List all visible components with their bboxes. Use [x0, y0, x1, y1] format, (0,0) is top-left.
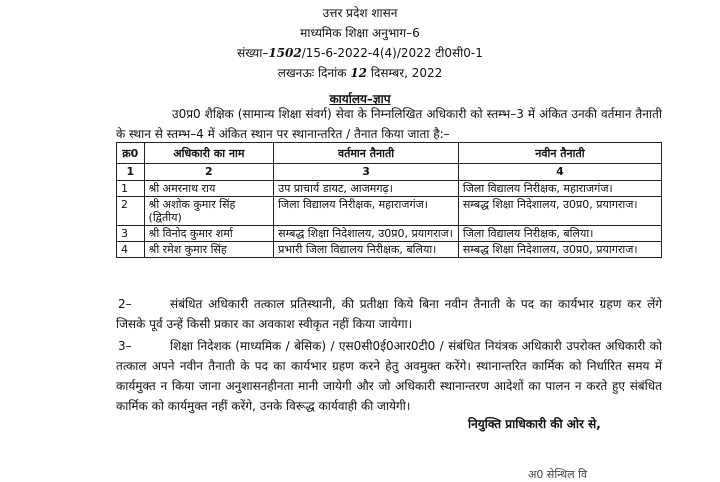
reference-handwritten-number: 1502: [268, 46, 302, 60]
signatory-name-partial: अ0 सेन्थिल वि: [528, 468, 588, 481]
row-new-posting: सम्बद्ध शिक्षा निदेशालय, उ0प्र0, प्रयागराज।: [458, 197, 661, 226]
signature-line: नियुक्ति प्राधिकारी की ओर से,: [468, 417, 601, 431]
table-row: [117, 242, 662, 258]
date-suffix: दिसम्बर, 2022: [370, 66, 443, 80]
paragraph-2-number: 2–: [118, 297, 132, 311]
govt-heading: उत्तर प्रदेश शासन: [322, 6, 398, 20]
row-officer-name: श्री अशोक कुमार सिंह (द्वितीय): [144, 197, 274, 226]
paragraph-3-number: 3–: [118, 339, 132, 353]
paragraph-2: संबंधित अधिकारी तत्काल प्रतिस्थानी, की प्रतीक्षा किये बिना नवीन तैनाती के पद का कार्यभार ग्रहण कर लेंगे जिसके पूर्व उन्हें किसी प्रकार का अवकाश स्वीकृत नहीं किया जायेगा।: [116, 297, 662, 331]
reference-number: [0, 46, 720, 60]
row-sno: 2: [117, 197, 145, 226]
paragraph-3: शिक्षा निदेशक (माध्यमिक / बेसिक) / एस0सी0ई0आर0टी0 / संबंधित नियंत्रक अधिकारी उपरोक्त अधिकारी को तत्काल अपने नवीन तैनाती के पद का कार्यभार ग्रहण करने हेतु अवमुक्त करेंगे। स्थानान्तरित कार्मिक को निर्धारित समय में कार्यमुक्त न किया जाना अनुशासनहीनता मानी जायेगी और जो अधिकारी स्थानान्तरण आदेशों का पालन न करते हुए संबंधित कार्मिक को कार्यमुक्त नहीं करेंगे, उनके विरूद्ध कार्यवाही की जायेगी।: [116, 339, 662, 413]
row-new-posting: जिला विद्यालय निरीक्षक, महाराजगंज।: [458, 181, 661, 197]
table-header-row: [117, 143, 662, 164]
row-new-posting: जिला विद्यालय निरीक्षक, बलिया।: [458, 226, 661, 242]
header-new-posting: नवीन तैनाती: [458, 143, 661, 164]
column-number: 1: [117, 164, 145, 181]
row-new-posting: सम्बद्ध शिक्षा निदेशालय, उ0प्र0, प्रयागराज।: [458, 242, 661, 258]
row-current-posting: सम्बद्ध शिक्षा निदेशालय, उ0प्र0, प्रयागराज।: [274, 226, 459, 242]
transfer-table: [116, 142, 662, 258]
row-sno: 1: [117, 181, 145, 197]
column-number-row: [117, 164, 662, 181]
document-date: [0, 66, 720, 80]
row-officer-name: श्री अमरनाथ राय: [144, 181, 274, 197]
row-current-posting: जिला विद्यालय निरीक्षक, महाराजगंज।: [274, 197, 459, 226]
department-heading: माध्यमिक शिक्षा अनुभाग–6: [300, 26, 420, 40]
date-handwritten-day: 12: [350, 66, 368, 80]
column-number: 2: [144, 164, 274, 181]
table-row: [117, 226, 662, 242]
row-sno: 4: [117, 242, 145, 258]
table-row: [117, 181, 662, 197]
row-sno: 3: [117, 226, 145, 242]
header-current-posting: वर्तमान तैनाती: [274, 143, 459, 164]
reference-suffix: /15-6-2022-4(4)/2022 टी0सी0-1: [301, 46, 483, 60]
table-row: [117, 197, 662, 226]
row-officer-name: श्री विनोद कुमार शर्मा: [144, 226, 274, 242]
column-number: 4: [458, 164, 661, 181]
column-number: 3: [274, 164, 459, 181]
date-prefix: लखनऊः दिनांक: [277, 66, 347, 80]
row-current-posting: उप प्राचार्य डायट, आजमगढ़।: [274, 181, 459, 197]
document-title: कार्यालय–ज्ञाप: [329, 92, 391, 106]
row-officer-name: श्री रमेश कुमार सिंह: [144, 242, 274, 258]
header-officer-name: अधिकारी का नाम: [144, 143, 274, 164]
row-current-posting: प्रभारी जिला विद्यालय निरीक्षक, बलिया।: [274, 242, 459, 258]
intro-paragraph: उ0प्र0 शैक्षिक (सामान्य शिक्षा संवर्ग) सेवा के निम्नलिखित अधिकारी को स्तम्भ–3 में अंकित उनकी वर्तमान तैनाती के स्थान से स्तम्भ–4 में अंकित स्थान पर स्थानान्तरित / तैनात किया जाता है:–: [116, 107, 662, 141]
header-sno: क्र0: [117, 143, 145, 164]
reference-prefix: संख्या–: [237, 46, 269, 60]
